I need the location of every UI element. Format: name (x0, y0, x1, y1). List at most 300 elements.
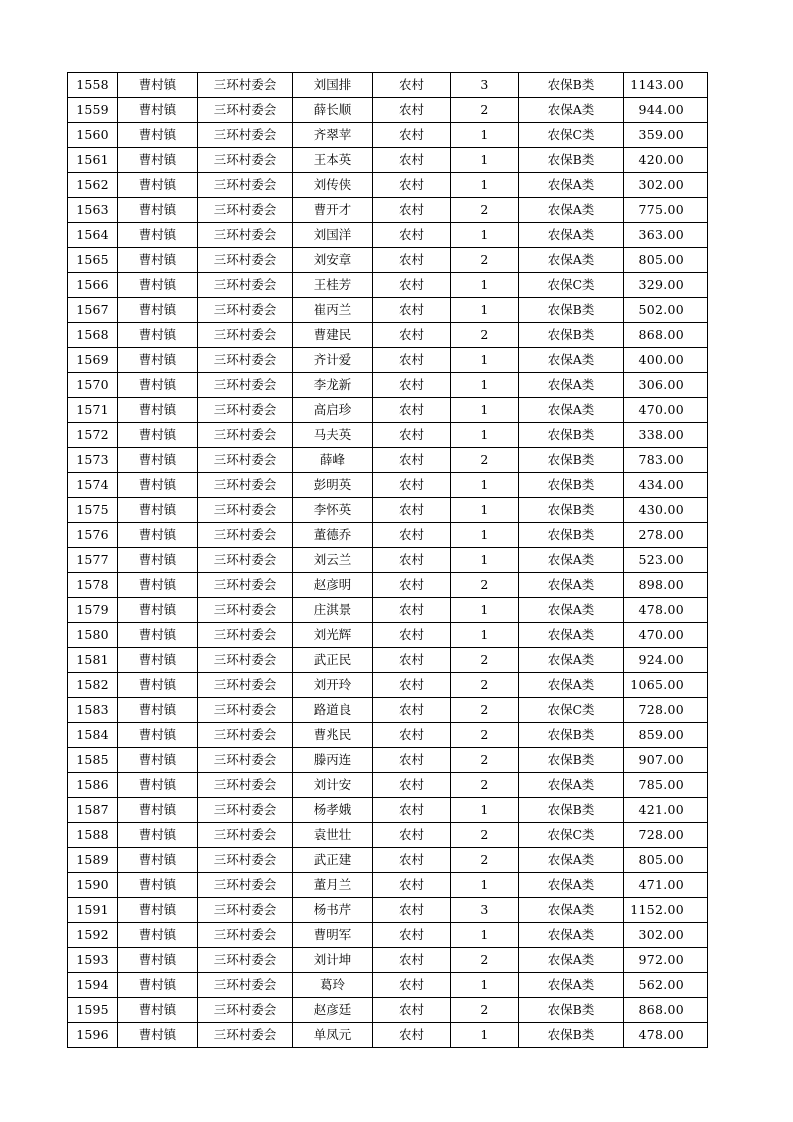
amount-cell: 430.00 (624, 498, 708, 523)
area-type-cell: 农村 (373, 948, 451, 973)
household-count-cell: 1 (451, 923, 519, 948)
insurance-category-cell: 农保B类 (519, 723, 624, 748)
area-type-cell: 农村 (373, 848, 451, 873)
row-number: 1596 (68, 1023, 118, 1048)
household-count-cell: 1 (451, 623, 519, 648)
area-type-cell: 农村 (373, 273, 451, 298)
table-row (68, 148, 708, 173)
name-cell: 武正建 (293, 848, 373, 873)
table-row (68, 248, 708, 273)
insurance-category-cell: 农保A类 (519, 898, 624, 923)
village-committee-cell: 三环村委会 (198, 148, 293, 173)
row-number: 1590 (68, 873, 118, 898)
table-row (68, 323, 708, 348)
household-count-cell: 2 (451, 248, 519, 273)
area-type-cell: 农村 (373, 373, 451, 398)
village-committee-cell: 三环村委会 (198, 298, 293, 323)
amount-cell: 898.00 (624, 573, 708, 598)
insurance-category-cell: 农保B类 (519, 798, 624, 823)
household-count-cell: 1 (451, 373, 519, 398)
household-count-cell: 1 (451, 298, 519, 323)
table-row (68, 873, 708, 898)
town-cell: 曹村镇 (118, 873, 198, 898)
insurance-category-cell: 农保A类 (519, 223, 624, 248)
table-row (68, 573, 708, 598)
insurance-category-cell: 农保A类 (519, 848, 624, 873)
name-cell: 曹建民 (293, 323, 373, 348)
household-count-cell: 2 (451, 98, 519, 123)
insurance-category-cell: 农保A类 (519, 648, 624, 673)
village-committee-cell: 三环村委会 (198, 223, 293, 248)
town-cell: 曹村镇 (118, 73, 198, 98)
amount-cell: 470.00 (624, 623, 708, 648)
town-cell: 曹村镇 (118, 248, 198, 273)
village-committee-cell: 三环村委会 (198, 373, 293, 398)
insurance-category-cell: 农保B类 (519, 1023, 624, 1048)
table-row (68, 523, 708, 548)
area-type-cell: 农村 (373, 698, 451, 723)
village-committee-cell: 三环村委会 (198, 973, 293, 998)
name-cell: 王桂芳 (293, 273, 373, 298)
row-number: 1594 (68, 973, 118, 998)
name-cell: 刘云兰 (293, 548, 373, 573)
amount-cell: 868.00 (624, 998, 708, 1023)
town-cell: 曹村镇 (118, 298, 198, 323)
household-count-cell: 1 (451, 273, 519, 298)
village-committee-cell: 三环村委会 (198, 623, 293, 648)
table-row (68, 898, 708, 923)
insurance-category-cell: 农保B类 (519, 448, 624, 473)
town-cell: 曹村镇 (118, 773, 198, 798)
area-type-cell: 农村 (373, 523, 451, 548)
amount-cell: 359.00 (624, 123, 708, 148)
name-cell: 刘计坤 (293, 948, 373, 973)
table-row (68, 623, 708, 648)
insurance-category-cell: 农保B类 (519, 523, 624, 548)
town-cell: 曹村镇 (118, 448, 198, 473)
town-cell: 曹村镇 (118, 798, 198, 823)
area-type-cell: 农村 (373, 473, 451, 498)
area-type-cell: 农村 (373, 598, 451, 623)
village-committee-cell: 三环村委会 (198, 798, 293, 823)
amount-cell: 728.00 (624, 823, 708, 848)
household-count-cell: 1 (451, 1023, 519, 1048)
insurance-category-cell: 农保A类 (519, 348, 624, 373)
table-row (68, 448, 708, 473)
area-type-cell: 农村 (373, 723, 451, 748)
row-number: 1567 (68, 298, 118, 323)
household-count-cell: 2 (451, 323, 519, 348)
household-count-cell: 2 (451, 448, 519, 473)
household-count-cell: 3 (451, 898, 519, 923)
area-type-cell: 农村 (373, 498, 451, 523)
village-committee-cell: 三环村委会 (198, 698, 293, 723)
table-row (68, 673, 708, 698)
area-type-cell: 农村 (373, 673, 451, 698)
table-row (68, 298, 708, 323)
table-row (68, 923, 708, 948)
table-row (68, 73, 708, 98)
town-cell: 曹村镇 (118, 198, 198, 223)
household-count-cell: 3 (451, 73, 519, 98)
household-count-cell: 2 (451, 998, 519, 1023)
household-count-cell: 1 (451, 873, 519, 898)
area-type-cell: 农村 (373, 223, 451, 248)
town-cell: 曹村镇 (118, 173, 198, 198)
amount-cell: 278.00 (624, 523, 708, 548)
household-count-cell: 1 (451, 973, 519, 998)
insurance-category-cell: 农保B类 (519, 323, 624, 348)
town-cell: 曹村镇 (118, 323, 198, 348)
table-row (68, 123, 708, 148)
row-number: 1585 (68, 748, 118, 773)
insurance-category-cell: 农保A类 (519, 923, 624, 948)
village-committee-cell: 三环村委会 (198, 498, 293, 523)
village-committee-cell: 三环村委会 (198, 523, 293, 548)
household-count-cell: 1 (451, 348, 519, 373)
insurance-category-cell: 农保C类 (519, 123, 624, 148)
name-cell: 庄淇景 (293, 598, 373, 623)
town-cell: 曹村镇 (118, 948, 198, 973)
insurance-category-cell: 农保C类 (519, 698, 624, 723)
amount-cell: 972.00 (624, 948, 708, 973)
amount-cell: 728.00 (624, 698, 708, 723)
town-cell: 曹村镇 (118, 523, 198, 548)
insurance-category-cell: 农保A类 (519, 198, 624, 223)
table-row (68, 698, 708, 723)
town-cell: 曹村镇 (118, 1023, 198, 1048)
area-type-cell: 农村 (373, 973, 451, 998)
row-number: 1587 (68, 798, 118, 823)
name-cell: 马夫英 (293, 423, 373, 448)
village-committee-cell: 三环村委会 (198, 273, 293, 298)
insurance-category-cell: 农保B类 (519, 748, 624, 773)
village-committee-cell: 三环村委会 (198, 773, 293, 798)
table-row (68, 548, 708, 573)
town-cell: 曹村镇 (118, 473, 198, 498)
name-cell: 齐计爱 (293, 348, 373, 373)
household-count-cell: 1 (451, 398, 519, 423)
name-cell: 武正民 (293, 648, 373, 673)
name-cell: 杨书芹 (293, 898, 373, 923)
area-type-cell: 农村 (373, 923, 451, 948)
amount-cell: 783.00 (624, 448, 708, 473)
row-number: 1577 (68, 548, 118, 573)
row-number: 1589 (68, 848, 118, 873)
village-committee-cell: 三环村委会 (198, 923, 293, 948)
town-cell: 曹村镇 (118, 648, 198, 673)
name-cell: 薛长顺 (293, 98, 373, 123)
area-type-cell: 农村 (373, 798, 451, 823)
row-number: 1579 (68, 598, 118, 623)
table-row (68, 273, 708, 298)
household-count-cell: 1 (451, 798, 519, 823)
area-type-cell: 农村 (373, 573, 451, 598)
row-number: 1565 (68, 248, 118, 273)
insurance-category-cell: 农保A类 (519, 873, 624, 898)
row-number: 1576 (68, 523, 118, 548)
row-number: 1592 (68, 923, 118, 948)
row-number: 1591 (68, 898, 118, 923)
village-committee-cell: 三环村委会 (198, 173, 293, 198)
insurance-category-cell: 农保A类 (519, 598, 624, 623)
row-number: 1569 (68, 348, 118, 373)
amount-cell: 363.00 (624, 223, 708, 248)
name-cell: 刘国排 (293, 73, 373, 98)
town-cell: 曹村镇 (118, 923, 198, 948)
amount-cell: 471.00 (624, 873, 708, 898)
row-number: 1558 (68, 73, 118, 98)
household-count-cell: 1 (451, 548, 519, 573)
household-count-cell: 2 (451, 723, 519, 748)
town-cell: 曹村镇 (118, 423, 198, 448)
town-cell: 曹村镇 (118, 398, 198, 423)
area-type-cell: 农村 (373, 148, 451, 173)
row-number: 1566 (68, 273, 118, 298)
name-cell: 李怀英 (293, 498, 373, 523)
area-type-cell: 农村 (373, 423, 451, 448)
amount-cell: 329.00 (624, 273, 708, 298)
household-count-cell: 2 (451, 948, 519, 973)
name-cell: 齐翠苹 (293, 123, 373, 148)
name-cell: 王本英 (293, 148, 373, 173)
row-number: 1578 (68, 573, 118, 598)
name-cell: 董德乔 (293, 523, 373, 548)
name-cell: 李龙新 (293, 373, 373, 398)
row-number: 1561 (68, 148, 118, 173)
amount-cell: 502.00 (624, 298, 708, 323)
amount-cell: 421.00 (624, 798, 708, 823)
insurance-category-cell: 农保C类 (519, 823, 624, 848)
town-cell: 曹村镇 (118, 973, 198, 998)
town-cell: 曹村镇 (118, 373, 198, 398)
amount-cell: 1152.00 (624, 898, 708, 923)
household-count-cell: 1 (451, 598, 519, 623)
area-type-cell: 农村 (373, 873, 451, 898)
name-cell: 薛峰 (293, 448, 373, 473)
name-cell: 赵彦明 (293, 573, 373, 598)
area-type-cell: 农村 (373, 348, 451, 373)
row-number: 1568 (68, 323, 118, 348)
town-cell: 曹村镇 (118, 623, 198, 648)
row-number: 1564 (68, 223, 118, 248)
amount-cell: 470.00 (624, 398, 708, 423)
town-cell: 曹村镇 (118, 123, 198, 148)
area-type-cell: 农村 (373, 323, 451, 348)
table-row (68, 823, 708, 848)
area-type-cell: 农村 (373, 823, 451, 848)
row-number: 1573 (68, 448, 118, 473)
name-cell: 崔丙兰 (293, 298, 373, 323)
town-cell: 曹村镇 (118, 673, 198, 698)
row-number: 1581 (68, 648, 118, 673)
village-committee-cell: 三环村委会 (198, 348, 293, 373)
name-cell: 刘国洋 (293, 223, 373, 248)
name-cell: 彭明英 (293, 473, 373, 498)
row-number: 1586 (68, 773, 118, 798)
village-committee-cell: 三环村委会 (198, 398, 293, 423)
town-cell: 曹村镇 (118, 498, 198, 523)
insurance-category-cell: 农保B类 (519, 498, 624, 523)
name-cell: 高启珍 (293, 398, 373, 423)
row-number: 1572 (68, 423, 118, 448)
amount-cell: 805.00 (624, 848, 708, 873)
household-count-cell: 2 (451, 198, 519, 223)
name-cell: 杨孝娥 (293, 798, 373, 823)
household-count-cell: 1 (451, 223, 519, 248)
amount-cell: 805.00 (624, 248, 708, 273)
village-committee-cell: 三环村委会 (198, 98, 293, 123)
town-cell: 曹村镇 (118, 148, 198, 173)
village-committee-cell: 三环村委会 (198, 573, 293, 598)
village-committee-cell: 三环村委会 (198, 848, 293, 873)
household-count-cell: 1 (451, 123, 519, 148)
insurance-category-cell: 农保A类 (519, 173, 624, 198)
village-committee-cell: 三环村委会 (198, 448, 293, 473)
table-row (68, 648, 708, 673)
amount-cell: 420.00 (624, 148, 708, 173)
row-number: 1560 (68, 123, 118, 148)
area-type-cell: 农村 (373, 548, 451, 573)
amount-cell: 924.00 (624, 648, 708, 673)
village-committee-cell: 三环村委会 (198, 1023, 293, 1048)
town-cell: 曹村镇 (118, 348, 198, 373)
amount-cell: 785.00 (624, 773, 708, 798)
name-cell: 滕丙连 (293, 748, 373, 773)
town-cell: 曹村镇 (118, 698, 198, 723)
table-row (68, 423, 708, 448)
village-committee-cell: 三环村委会 (198, 598, 293, 623)
household-count-cell: 2 (451, 773, 519, 798)
household-count-cell: 2 (451, 823, 519, 848)
village-committee-cell: 三环村委会 (198, 123, 293, 148)
area-type-cell: 农村 (373, 898, 451, 923)
row-number: 1588 (68, 823, 118, 848)
insurance-category-cell: 农保A类 (519, 948, 624, 973)
table-row (68, 198, 708, 223)
insurance-category-cell: 农保B类 (519, 73, 624, 98)
household-count-cell: 1 (451, 498, 519, 523)
name-cell: 葛玲 (293, 973, 373, 998)
area-type-cell: 农村 (373, 123, 451, 148)
table-body (68, 73, 708, 1048)
name-cell: 刘传侠 (293, 173, 373, 198)
table-row (68, 798, 708, 823)
table-row (68, 1023, 708, 1048)
household-count-cell: 1 (451, 523, 519, 548)
village-committee-cell: 三环村委会 (198, 423, 293, 448)
name-cell: 刘安章 (293, 248, 373, 273)
amount-cell: 944.00 (624, 98, 708, 123)
table-row (68, 398, 708, 423)
area-type-cell: 农村 (373, 623, 451, 648)
insurance-category-cell: 农保A类 (519, 398, 624, 423)
name-cell: 袁世壮 (293, 823, 373, 848)
insurance-category-cell: 农保A类 (519, 623, 624, 648)
table-row (68, 473, 708, 498)
insurance-category-cell: 农保B类 (519, 423, 624, 448)
data-table (67, 72, 708, 1048)
name-cell: 曹明军 (293, 923, 373, 948)
village-committee-cell: 三环村委会 (198, 73, 293, 98)
amount-cell: 306.00 (624, 373, 708, 398)
insurance-category-cell: 农保A类 (519, 573, 624, 598)
amount-cell: 338.00 (624, 423, 708, 448)
insurance-category-cell: 农保B类 (519, 148, 624, 173)
name-cell: 刘开玲 (293, 673, 373, 698)
table-row (68, 498, 708, 523)
household-count-cell: 1 (451, 173, 519, 198)
village-committee-cell: 三环村委会 (198, 548, 293, 573)
insurance-category-cell: 农保A类 (519, 973, 624, 998)
insurance-category-cell: 农保A类 (519, 98, 624, 123)
table-row (68, 773, 708, 798)
table-row (68, 948, 708, 973)
town-cell: 曹村镇 (118, 98, 198, 123)
amount-cell: 478.00 (624, 1023, 708, 1048)
amount-cell: 434.00 (624, 473, 708, 498)
amount-cell: 400.00 (624, 348, 708, 373)
area-type-cell: 农村 (373, 173, 451, 198)
table-row (68, 748, 708, 773)
town-cell: 曹村镇 (118, 223, 198, 248)
village-committee-cell: 三环村委会 (198, 673, 293, 698)
town-cell: 曹村镇 (118, 848, 198, 873)
amount-cell: 523.00 (624, 548, 708, 573)
table-row (68, 973, 708, 998)
area-type-cell: 农村 (373, 773, 451, 798)
table-row (68, 848, 708, 873)
town-cell: 曹村镇 (118, 748, 198, 773)
town-cell: 曹村镇 (118, 573, 198, 598)
amount-cell: 907.00 (624, 748, 708, 773)
amount-cell: 1143.00 (624, 73, 708, 98)
village-committee-cell: 三环村委会 (198, 873, 293, 898)
town-cell: 曹村镇 (118, 273, 198, 298)
row-number: 1571 (68, 398, 118, 423)
household-count-cell: 2 (451, 648, 519, 673)
area-type-cell: 农村 (373, 73, 451, 98)
household-count-cell: 1 (451, 148, 519, 173)
village-committee-cell: 三环村委会 (198, 748, 293, 773)
insurance-category-cell: 农保B类 (519, 473, 624, 498)
amount-cell: 302.00 (624, 923, 708, 948)
amount-cell: 1065.00 (624, 673, 708, 698)
insurance-category-cell: 农保B类 (519, 998, 624, 1023)
insurance-category-cell: 农保A类 (519, 673, 624, 698)
village-committee-cell: 三环村委会 (198, 898, 293, 923)
table-row (68, 998, 708, 1023)
name-cell: 单凤元 (293, 1023, 373, 1048)
village-committee-cell: 三环村委会 (198, 323, 293, 348)
town-cell: 曹村镇 (118, 598, 198, 623)
row-number: 1583 (68, 698, 118, 723)
amount-cell: 562.00 (624, 973, 708, 998)
area-type-cell: 农村 (373, 98, 451, 123)
table-row (68, 723, 708, 748)
amount-cell: 868.00 (624, 323, 708, 348)
row-number: 1559 (68, 98, 118, 123)
area-type-cell: 农村 (373, 248, 451, 273)
name-cell: 刘计安 (293, 773, 373, 798)
area-type-cell: 农村 (373, 1023, 451, 1048)
household-count-cell: 2 (451, 748, 519, 773)
area-type-cell: 农村 (373, 448, 451, 473)
row-number: 1574 (68, 473, 118, 498)
row-number: 1563 (68, 198, 118, 223)
amount-cell: 859.00 (624, 723, 708, 748)
name-cell: 董月兰 (293, 873, 373, 898)
